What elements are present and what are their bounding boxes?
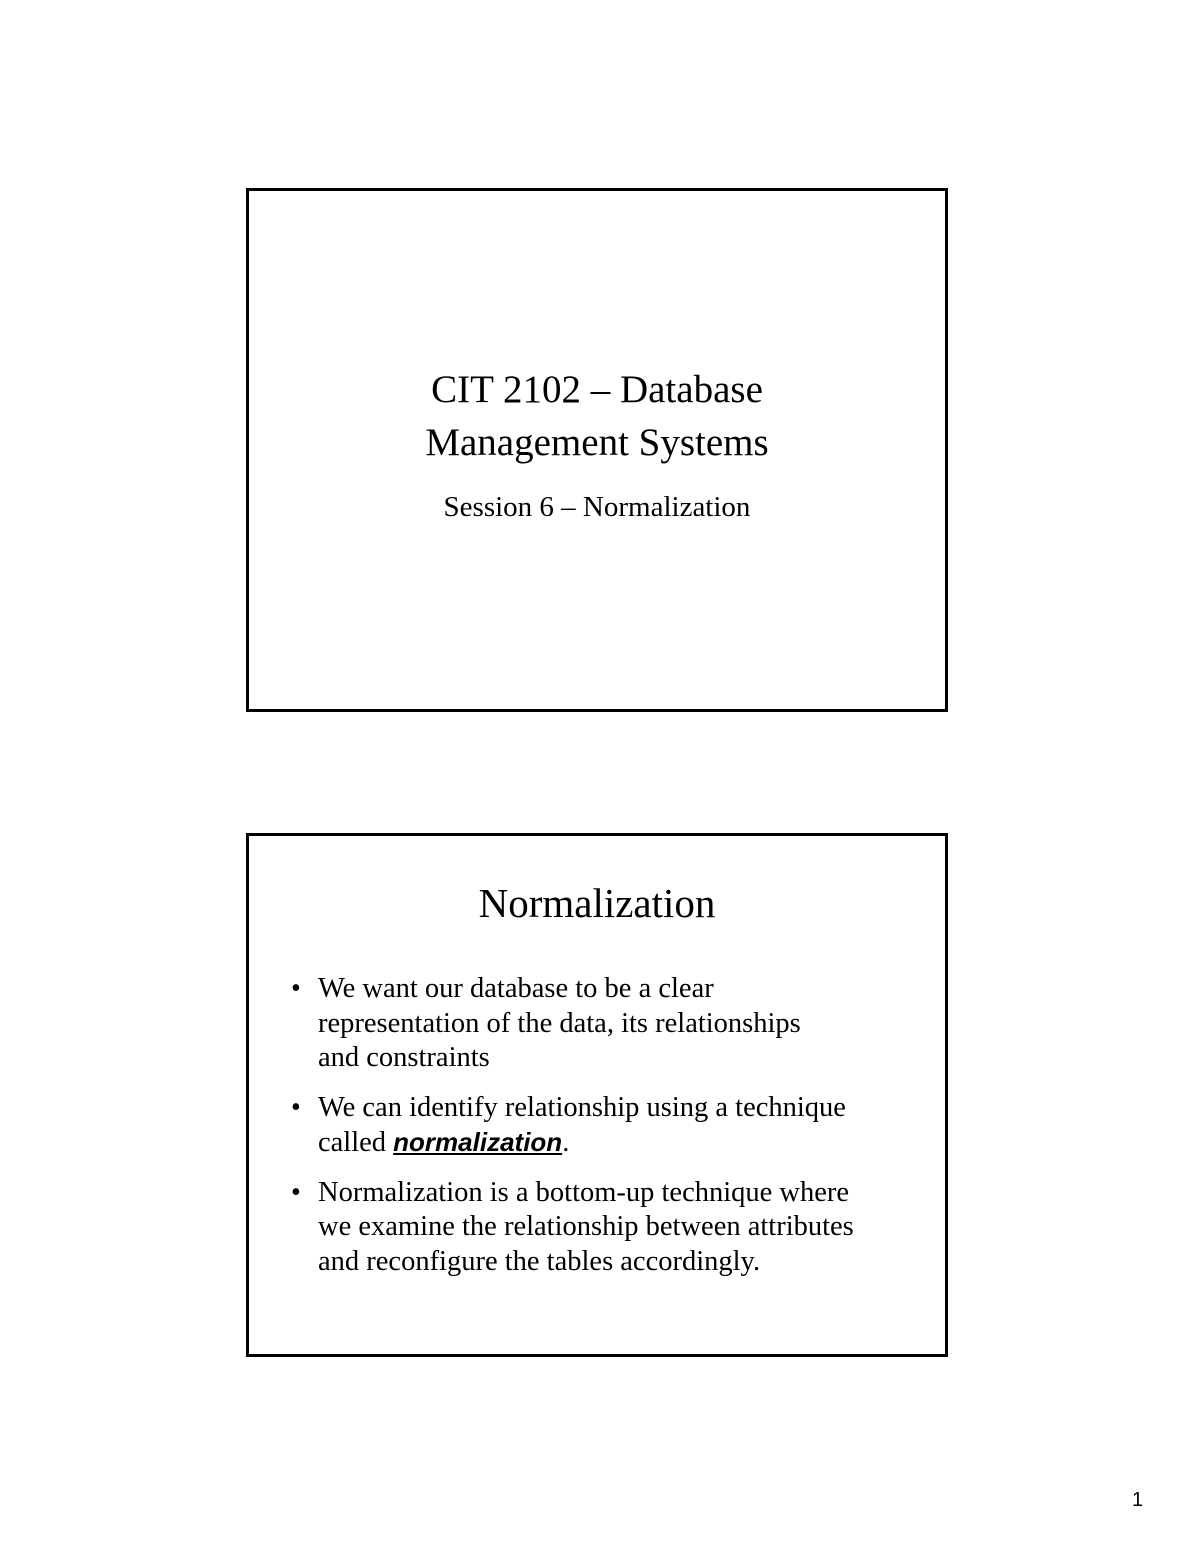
bullet-2-line-1: We can identify relationship using a technique xyxy=(318,1091,846,1123)
slide-subtitle: Session 6 – Normalization xyxy=(443,491,751,523)
slide-title-line-2: Management Systems xyxy=(425,421,769,464)
normalization-emphasis: normalization xyxy=(393,1127,563,1157)
bullet-3-line-3: and reconfigure the tables accordingly. xyxy=(318,1245,761,1277)
bullet-mark: • xyxy=(291,1091,301,1123)
bullet-1-line-1: We want our database to be a clear xyxy=(318,973,714,1004)
bullet-mark: • xyxy=(291,973,301,1004)
slide-2 xyxy=(246,833,948,1357)
bullet-1-line-2: representation of the data, its relationships xyxy=(318,1007,801,1039)
bullet-list xyxy=(287,972,927,1294)
bullet-3-line-2: we examine the relationship between attributes xyxy=(318,1211,854,1242)
bullet-2-prefix: called xyxy=(318,1127,394,1158)
slide-title-line-1: CIT 2102 – Database xyxy=(431,368,763,411)
slide-heading: Normalization xyxy=(478,880,716,926)
bullet-2-line-2 xyxy=(318,1125,927,1161)
bullet-3-line-1: Normalization is a bottom-up technique where xyxy=(318,1176,850,1208)
title-block xyxy=(249,363,945,525)
bullet-item-2 xyxy=(287,1091,927,1161)
bullet-item-1 xyxy=(287,972,927,1076)
bullet-2-suffix: . xyxy=(562,1127,570,1158)
page-number: 1 xyxy=(1132,1489,1144,1511)
slide-1 xyxy=(246,188,948,712)
bullet-1-line-3: and constraints xyxy=(318,1042,490,1073)
bullet-mark: • xyxy=(291,1176,301,1208)
bullet-item-3 xyxy=(287,1176,927,1280)
